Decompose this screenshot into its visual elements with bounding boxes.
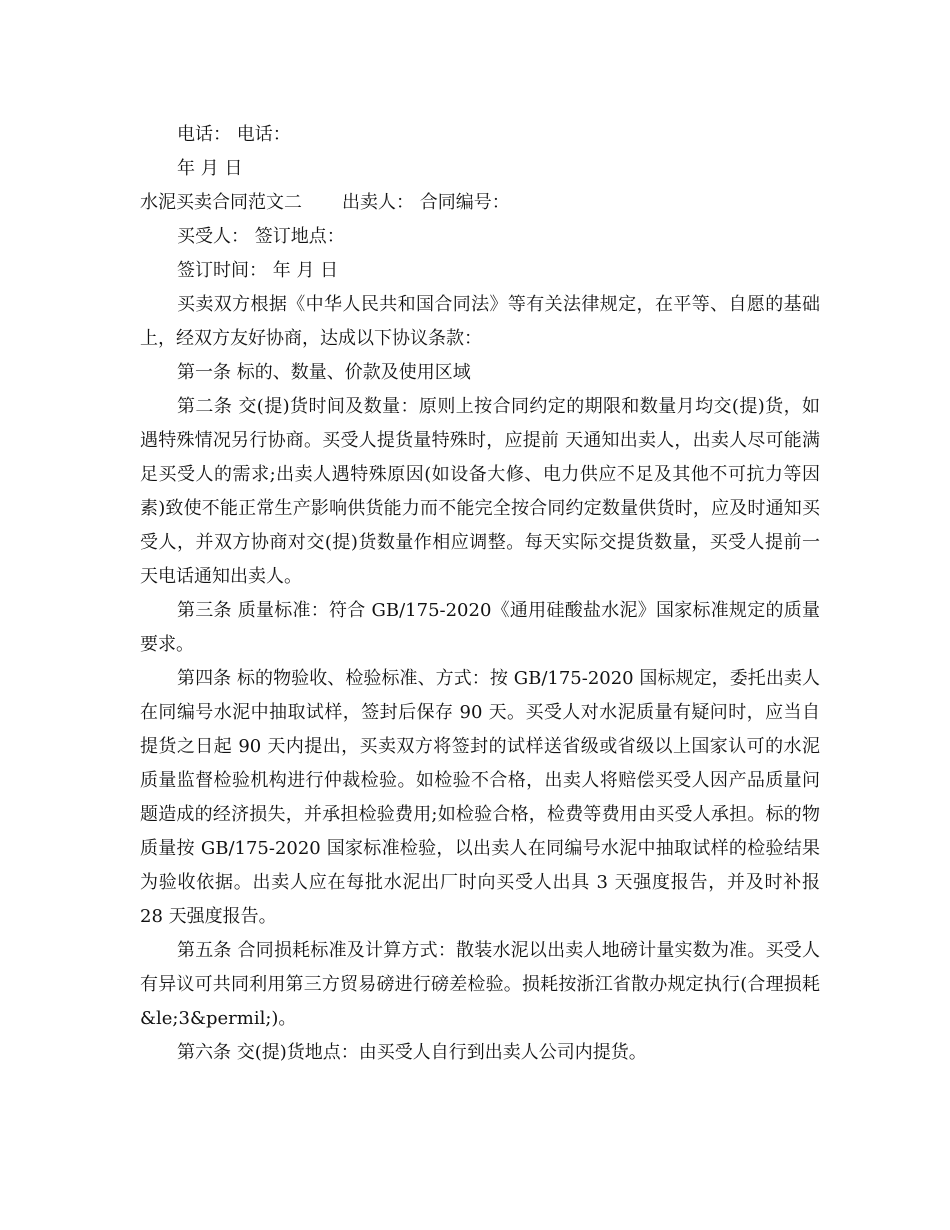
- date-line: 年 月 日: [177, 158, 243, 179]
- seller-label: 出卖人： 合同编号：: [342, 192, 510, 213]
- clause-6: 第六条 交(提)货地点：由买受人自行到出卖人公司内提货。: [177, 1042, 647, 1063]
- contract-title-line: [140, 186, 820, 220]
- clause-2: 第二条 交(提)货时间及数量：原则上按合同约定的期限和数量月均交(提)货，如遇特殊情况另行协商。买受人提货量特殊时，应提前 天通知出卖人，出卖人尽可能满足买受人的需求;出卖人遇特殊原因(如设备大修、电力供应不足及其他不可抗力等因素)致使不能正常生产影响供货能力而不能完全按合同约定数量供货时，应及时通知买受人，并双方协商对交(提)货数量作相应调整。每天实际交提货数量，买受人提前一天电话通知出卖人。: [140, 396, 820, 587]
- intro-paragraph: 买卖双方根据《中华人民共和国合同法》等有关法律规定，在平等、自愿的基础上，经双方友好协商，达成以下协议条款：: [140, 294, 820, 349]
- clause-5: 第五条 合同损耗标准及计算方式：散装水泥以出卖人地磅计量实数为准。买受人有异议可共同利用第三方贸易磅进行磅差检验。损耗按浙江省散办规定执行(合理损耗&le;3&permil;)。: [140, 940, 820, 1029]
- phone-line: 电话： 电话：: [177, 124, 291, 145]
- clause-4: 第四条 标的物验收、检验标准、方式：按 GB/175-2020 国标规定，委托出卖人在同编号水泥中抽取试样，签封后保存 90 天。买受人对水泥质量有疑问时，应当自提货之日起 90 天内提出，买卖双方将签封的试样送省级或省级以上国家认可的水泥质量监督检验机构进行仲裁检验。如检验不合格，出卖人将赔偿买受人因产品质量问题造成的经济损失，并承担检验费用;如检验合格，检费等费用由买受人承担。标的物质量按 GB/175-2020 国家标准检验，以出卖人在同编号水泥中抽取试样的检验结果为验收依据。出卖人应在每批水泥出厂时向买受人出具 3 天强度报告，并及时补报 28 天强度报告。: [140, 668, 820, 927]
- clause-3: 第三条 质量标准：符合 GB/175-2020《通用硅酸盐水泥》国家标准规定的质量要求。: [140, 600, 820, 655]
- contract-title: 水泥买卖合同范文二: [140, 192, 302, 213]
- document-body: [140, 118, 820, 1070]
- clause-1: 第一条 标的、数量、价款及使用区域: [177, 362, 471, 383]
- buyer-line: 买受人： 签订地点：: [177, 226, 345, 247]
- sign-time-line: 签订时间： 年 月 日: [177, 260, 339, 281]
